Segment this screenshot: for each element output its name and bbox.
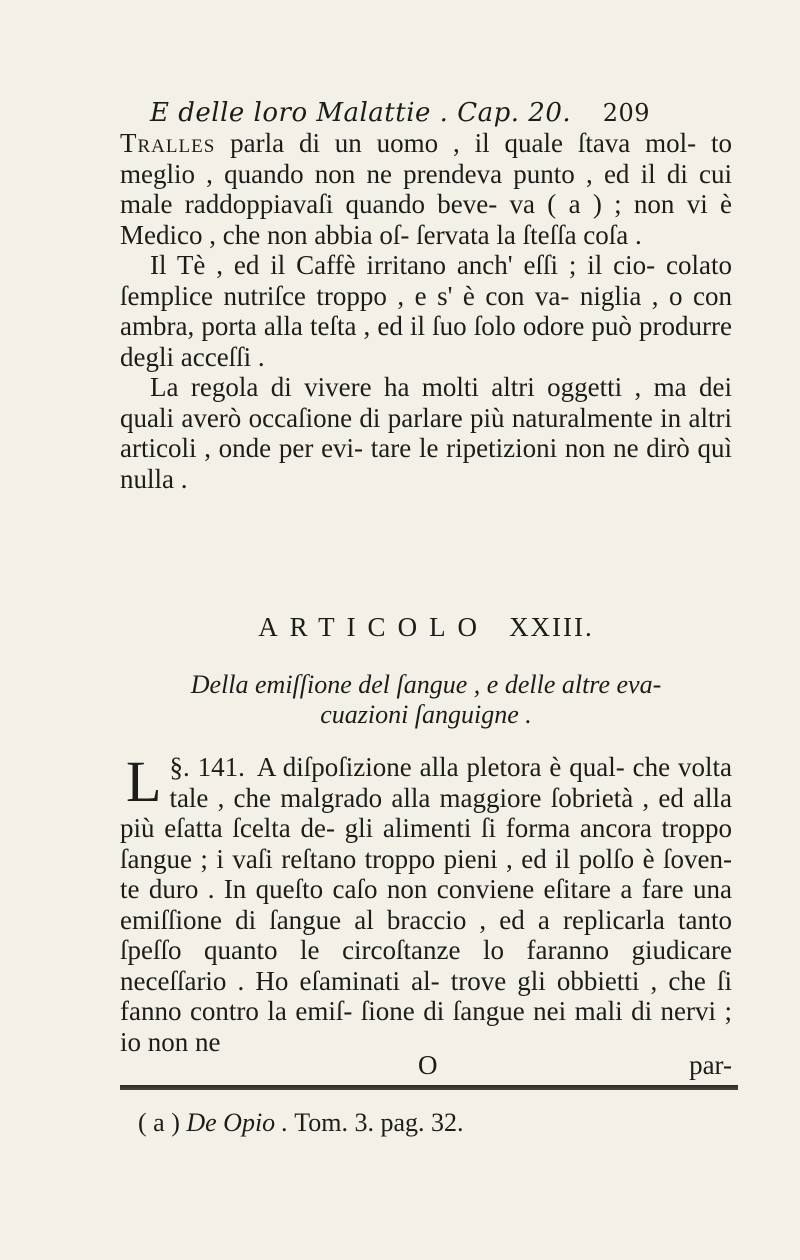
article-subtitle xyxy=(120,670,732,730)
page-number: 209 xyxy=(602,99,650,127)
footnote xyxy=(138,1108,464,1138)
running-header xyxy=(150,98,650,128)
section-number: §. 141. xyxy=(169,752,245,782)
subtitle-line-1: Della emiſſione del ſangue , e delle altre eva- xyxy=(190,670,662,699)
section-paragraph xyxy=(120,749,732,1057)
footnote-rule xyxy=(120,1085,738,1090)
catch-line xyxy=(120,1050,732,1080)
paragraph-1 xyxy=(120,128,732,250)
catchword: par- xyxy=(689,1050,732,1080)
drop-cap: L xyxy=(126,749,162,814)
footnote-mark: ( a ) xyxy=(138,1108,180,1137)
paragraph-3: La regola di vivere ha molti altri oggetti , ma dei quali averò occaſione di parlare più naturalmente in altri articoli , onde per evi- tare le ripetizioni non ne dirò quì nulla . xyxy=(120,372,732,494)
running-title: E delle loro Malattie . Cap. 20. xyxy=(150,98,572,128)
body-text-top xyxy=(120,128,732,494)
article-label: ARTICOLO xyxy=(258,612,490,642)
section-text: A diſpoſizione alla pletora è qual- che volta tale , che malgrado alla maggiore ſobrietà , ed alla più eſatta ſcelta de- gli alimenti ſi forma ancora troppo ſangue ; i vaſi reſtano troppo pieni , ed il polſo è ſoven- te duro . In queſto caſo non conviene eſitare a fare una emiſſione di ſangue al braccio , ed a replicarla tanto ſpeſſo quanto le circoſtanze lo faranno giudicare neceſſario . Ho eſaminati al- trove gli obbietti , che ſi fanno contro la emiſ- ſione di ſangue nei mali di nervi ; io non ne xyxy=(120,752,732,1057)
body-text-section xyxy=(120,749,732,1057)
paragraph-2: Il Tè , ed il Caffè irritano anch' eſſi ; il cio- colato ſemplice nutriſce troppo , e s' è con va- niglia , o con ambra, porta alla teſta , ed il ſuo ſolo odore può produrre degli acceſſi . xyxy=(120,250,732,372)
subtitle-line-2: cuazioni ſanguigne . xyxy=(320,700,532,729)
author-name: Tralles xyxy=(120,128,216,158)
paragraph-1-text: parla di un uomo , il quale ſtava mol- to meglio , quando non ne prendeva punto , ed il di cui male raddoppiavaſi quando beve- va ( a ) ; non vi è Medico , che non abbia oſ- ſervata la ſteſſa coſa . xyxy=(120,128,732,250)
article-heading xyxy=(120,612,732,643)
article-number: XXIII. xyxy=(509,612,594,642)
signature-mark: O xyxy=(418,1050,438,1080)
footnote-source: De Opio . xyxy=(186,1108,289,1137)
footnote-reference: Tom. 3. pag. 32. xyxy=(294,1108,464,1137)
